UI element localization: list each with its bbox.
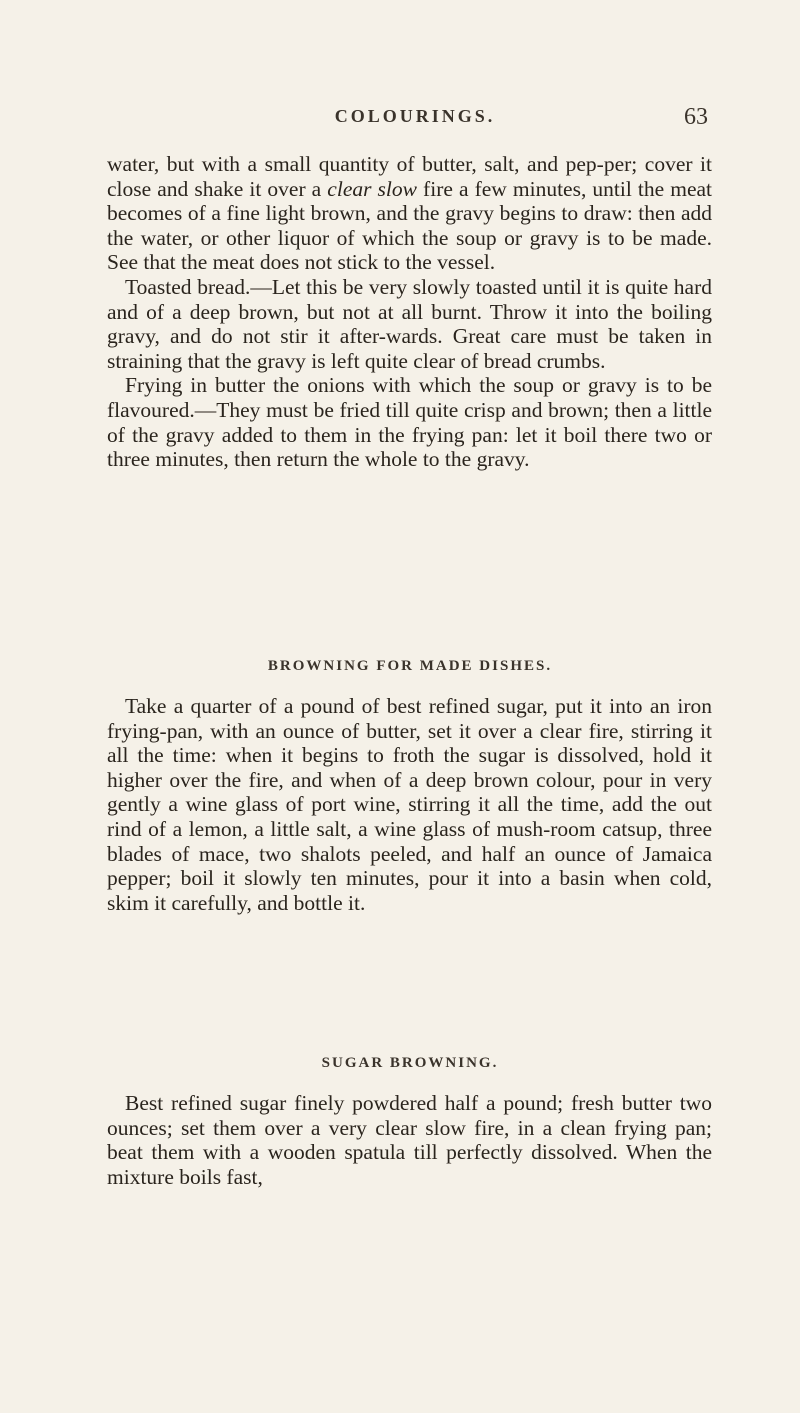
paragraph-meat-gravy-end: fire a few minutes, until the meat becomes of a fine light brown, and the gravy begins to draw: then add the water, or other liquor of which the soup or gravy is to be made. See that the meat does not stick to the vessel. [107, 176, 713, 275]
page-header [0, 104, 800, 134]
heading-browning-made-dishes: BROWNING FOR MADE DISHES. [267, 658, 553, 674]
page-number: 63 [684, 104, 708, 130]
paragraph-browning-made-dishes: Take a quarter of a pound of best refined sugar, put it into an iron frying-pan, with an ounce of butter, set it over a clear fire, stirring it all the time: when it begins to froth the sugar is dissolved, hold it higher over the fire, and when of a deep brown colour, pour in very gently a wine glass of port wine, stirring it all the time, add the out rind of a lemon, a little salt, a wine glass of mush-room catsup, three blades of mace, two shalots peeled, and half an ounce of Jamaica pepper; boil it slowly ten minutes, pour it into a basin when cold, skim it carefully, and bottle it. [107, 694, 712, 915]
paragraph-sugar-browning: Best refined sugar finely powdered half a pound; fresh butter two ounces; set them over a very clear slow fire, in a clean frying pan; beat them with a wooden spatula till perfectly dissolved. When the mixture boils fast, [107, 1091, 712, 1189]
paragraph-meat-gravy [107, 152, 712, 275]
paragraph-meat-gravy-start: water, but with a small quantity of butter, salt, and pep-per; cover it close and shake it over a [107, 152, 712, 201]
emphasis-clear-slow: clear slow [327, 176, 417, 201]
sugar-browning-text [107, 1091, 712, 1189]
heading-sugar-browning: SUGAR BROWNING. [321, 1055, 499, 1071]
paragraph-toasted-bread: Toasted bread.—Let this be very slowly toasted until it is quite hard and of a deep brown, but not at all burnt. Throw it into the boiling gravy, and do not stir it after-wards. Great care must be taken in straining that the gravy is left quite clear of bread crumbs. [107, 274, 712, 373]
running-head: COLOURINGS. [334, 106, 496, 126]
intro-text [107, 152, 712, 472]
paragraph-frying-onions: Frying in butter the onions with which the soup or gravy is to be flavoured.—They must be fried till quite crisp and brown; then a little of the gravy added to them in the frying pan: let it boil there two or three minutes, then return the whole to the gravy. [107, 373, 712, 472]
browning-made-dishes-text [107, 694, 712, 915]
